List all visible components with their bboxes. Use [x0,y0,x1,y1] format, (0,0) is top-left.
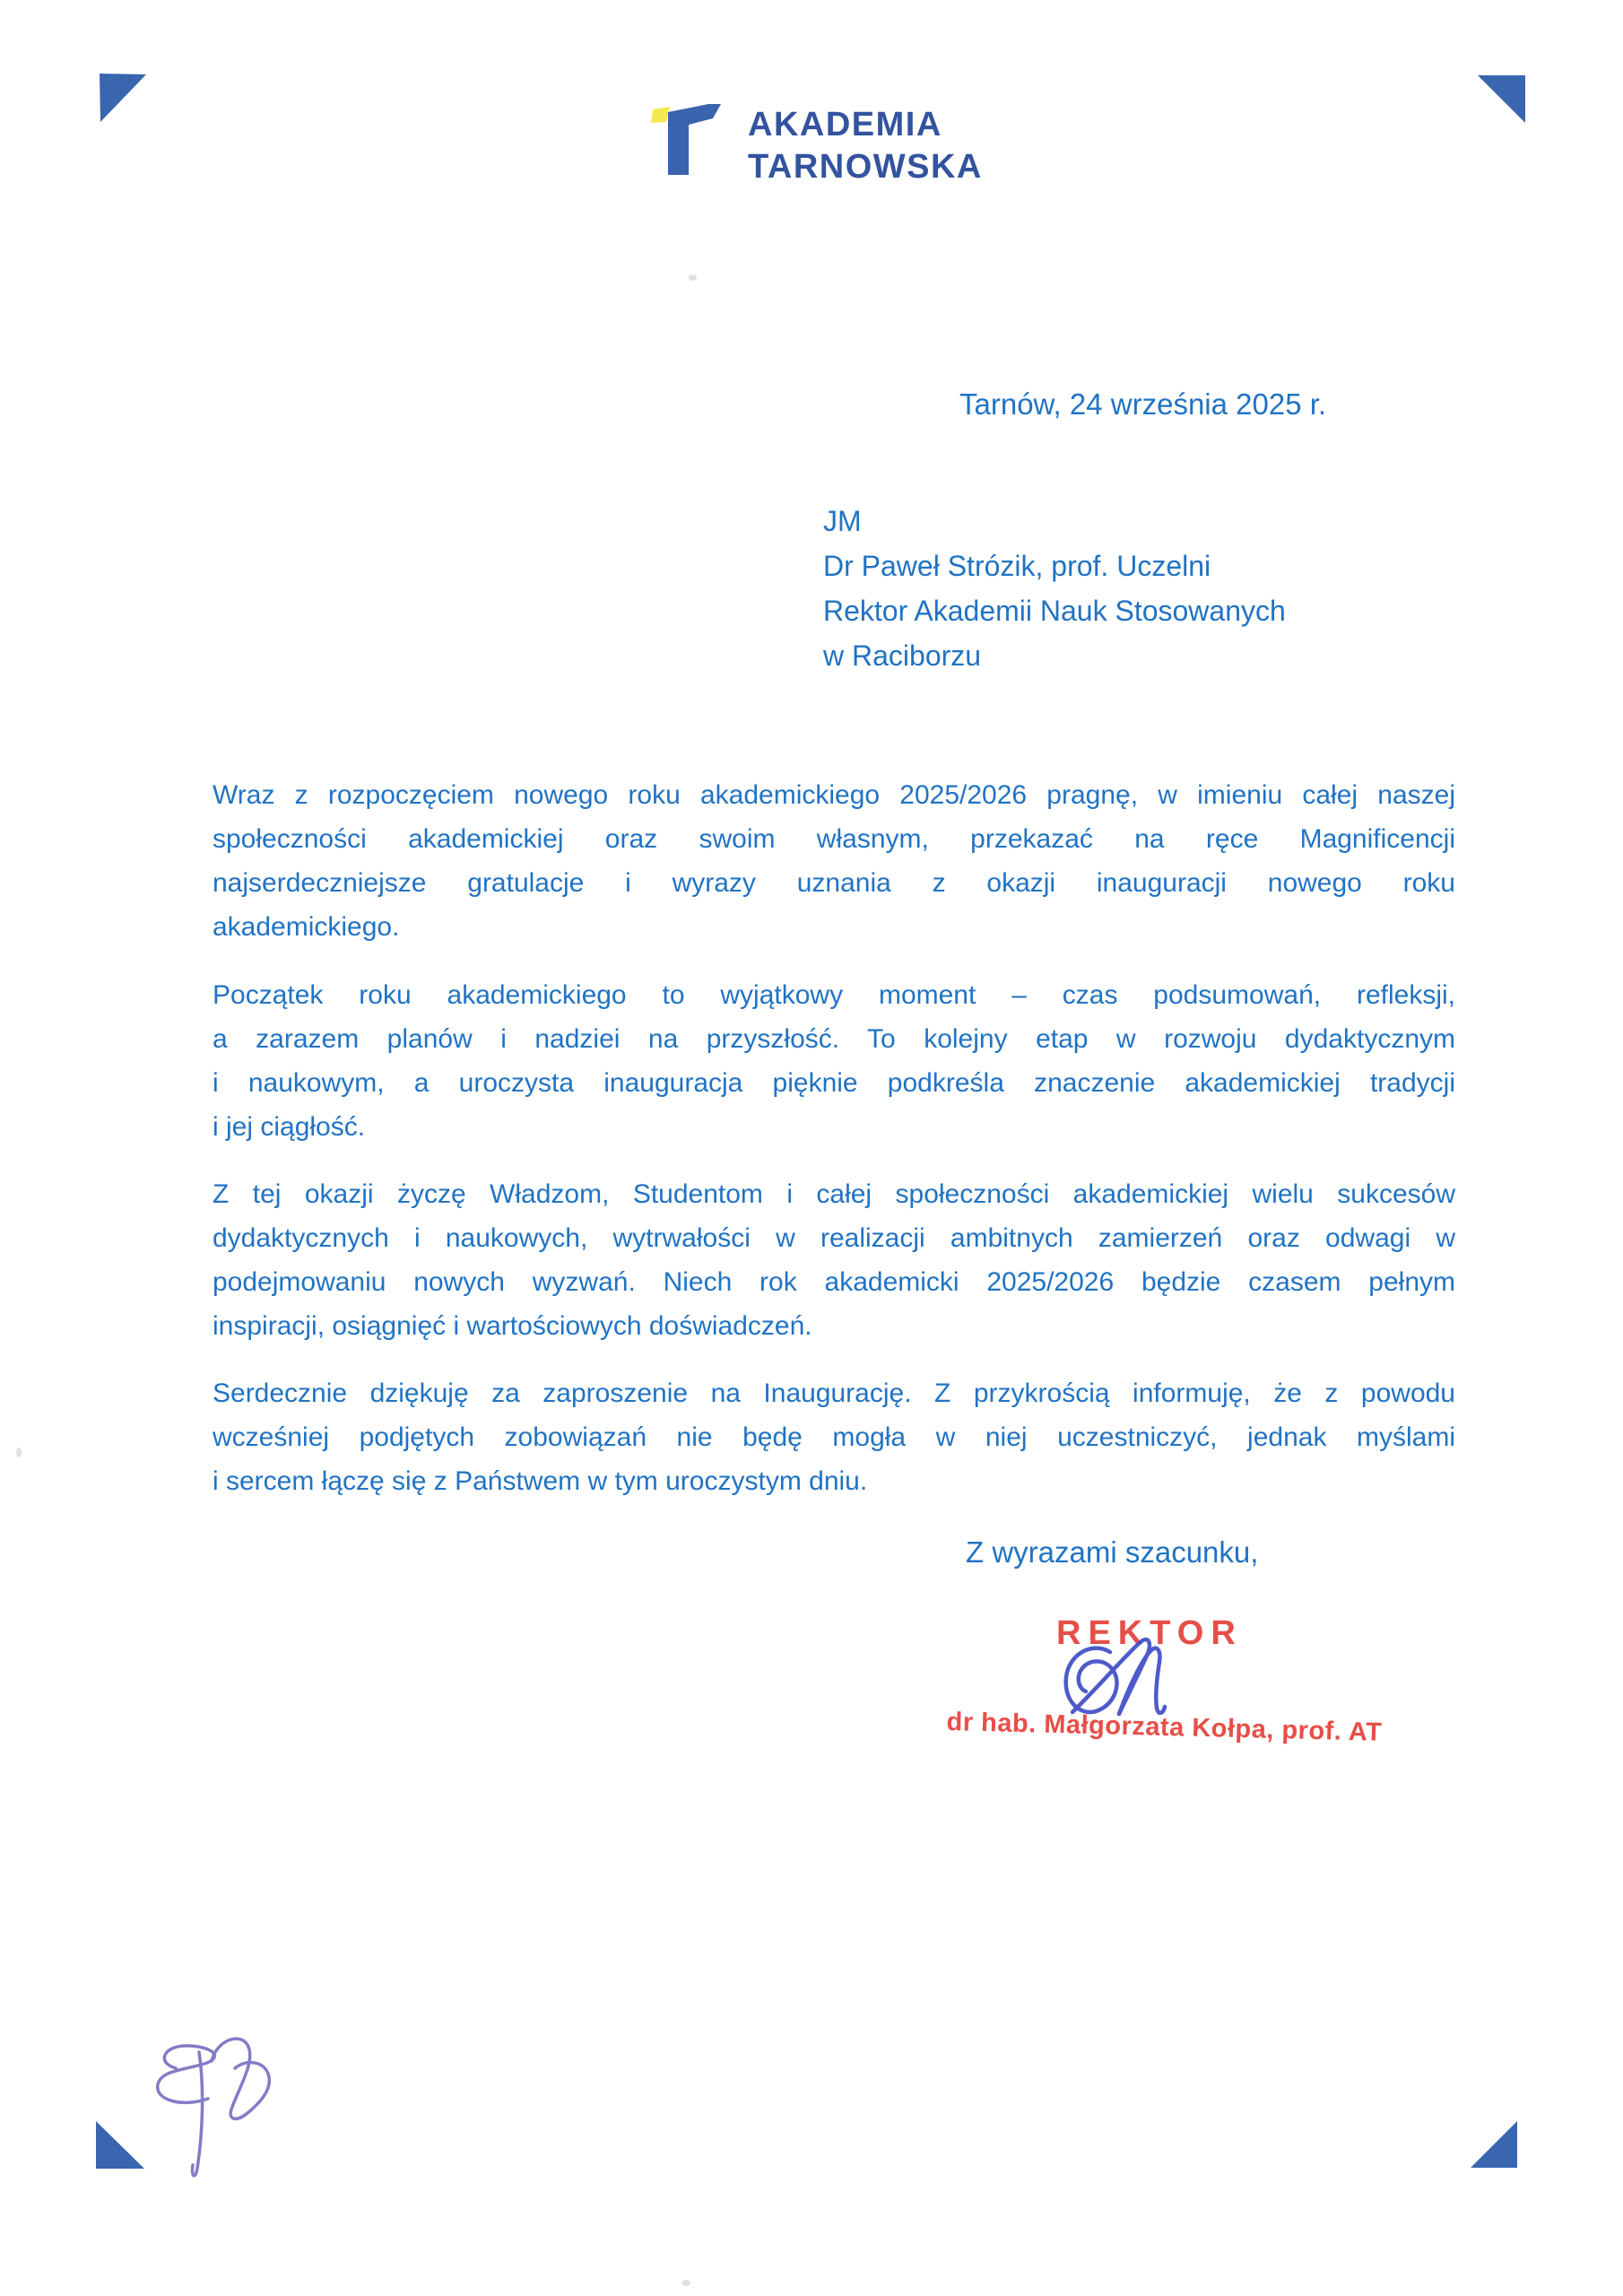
letterhead-logo-text [748,99,983,188]
rector-signature [1056,1632,1200,1722]
rektor-stamp-name: dr hab. Małgorzata Kołpa, prof. AT [946,1708,1383,1747]
letterhead-logo [651,99,983,188]
corner-mark-bottom-left-icon [96,2121,144,2169]
paragraph-2 [213,973,1455,1149]
text-line: wcześniej podjętych zobowiązań nie będę mogła w niej uczestniczyć, jednak myślami [213,1422,1455,1452]
text-line: i jej ciągłość. [213,1112,366,1142]
text-line: podejmowaniu nowych wyzwań. Niech rok akademicki 2025/2026 będzie czasem pełnym [213,1267,1455,1297]
closing-salutation: Z wyrazami szacunku, [966,1535,1259,1569]
paragraph-4 [213,1371,1455,1503]
text-line: Serdecznie dziękuję za zaproszenie na Inaugurację. Z przykrością informuję, że z powodu [213,1378,1455,1408]
text-line: Z tej okazji życzę Władzom, Studentom i całej społeczności akademickiej wielu sukcesów [213,1179,1455,1209]
recipient-line: w Raciborzu [823,639,982,672]
text-line: Początek roku akademickiego to wyjątkowy moment – czas podsumowań, refleksji, [213,980,1455,1010]
text-line: Wraz z rozpoczęciem nowego roku akademickiego 2025/2026 pragnę, w imieniu całej naszej [213,780,1455,810]
rektor-stamp-title: REKTOR [1056,1614,1243,1652]
scan-speck [689,274,697,281]
corner-mark-top-left-icon [100,74,147,122]
corner-mark-top-right-icon [1478,75,1525,123]
text-line: inspiracji, osiągnięć i wartościowych doświadczeń. [213,1311,812,1341]
text-line: akademickiego. [213,912,400,942]
logo-line-1: AKADEMIA [748,106,942,144]
scan-speck [16,1448,22,1457]
corner-mark-bottom-right-icon [1471,2121,1517,2168]
text-line: a zarazem planów i nadziei na przyszłość. To kolejny etap w rozwoju dydaktycznym [213,1024,1455,1054]
scan-speck [681,2280,690,2286]
akademia-tarnowska-logo-icon [651,99,725,178]
text-line: i sercem łączę się z Państwem w tym uroczystym dniu. [213,1466,868,1496]
text-line: i naukowym, a uroczysta inauguracja pięknie podkreśla znaczenie akademickiej tradycji [213,1068,1455,1098]
paragraph-3 [213,1172,1455,1348]
text-line: dydaktycznych i naukowych, wytrwałości w realizacji ambitnych zamierzeń oraz odwagi w [213,1223,1455,1253]
recipient-line: Dr Paweł Strózik, prof. Uczelni [823,550,1211,582]
initials-signature [145,2032,325,2194]
text-line: najserdeczniejsze gratulacje i wyrazy uznania z okazji inauguracji nowego roku [213,868,1455,898]
paragraph-1 [213,773,1455,949]
logo-line-2: TARNOWSKA [748,148,983,186]
date-line: Tarnów, 24 września 2025 r. [959,387,1327,421]
recipient-line: Rektor Akademii Nauk Stosowanych [823,595,1286,627]
recipient-line: JM [823,505,862,537]
recipient-block [823,499,1286,678]
text-line: społeczności akademickiej oraz swoim własnym, przekazać na ręce Magnificencji [213,824,1455,854]
